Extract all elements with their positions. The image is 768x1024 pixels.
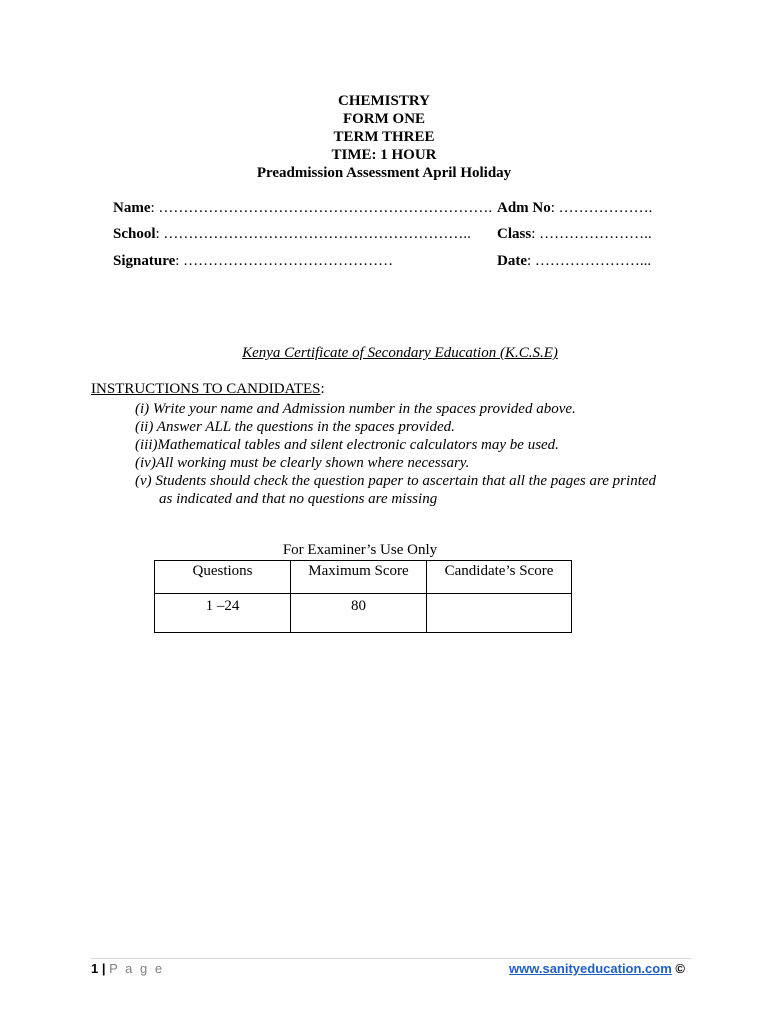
class-dots: : ………………….. [531, 226, 652, 242]
class-label: Class [497, 226, 532, 242]
header-candidate-score: Candidate’s Score [427, 561, 572, 594]
name-label: Name [113, 200, 151, 216]
signature-label: Signature [113, 253, 176, 269]
instructions-heading-text: INSTRUCTIONS TO CANDIDATES [91, 381, 321, 397]
term-title: TERM THREE [333, 129, 435, 145]
signature-field[interactable] [113, 253, 393, 270]
page-separator: | [98, 961, 110, 976]
instruction-item-1: (i) Write your name and Admission number in the spaces provided above. [135, 401, 576, 417]
instruction-item-2: (ii) Answer ALL the questions in the spaces provided. [135, 419, 455, 435]
copyright-symbol: © [671, 961, 685, 976]
adm-no-dots: : ………………. [550, 200, 653, 216]
page-footer-number [91, 961, 164, 976]
cell-maximum-score: 80 [291, 594, 427, 633]
form-title: FORM ONE [342, 111, 426, 127]
date-dots: : …………………... [527, 253, 652, 269]
name-field[interactable] [113, 200, 492, 217]
table-row [155, 594, 572, 633]
instruction-item-5: (v) Students should check the question paper to ascertain that all the pages are printed [135, 473, 657, 489]
examiner-score-table [154, 560, 572, 633]
school-label: School [113, 226, 156, 242]
kcse-heading: Kenya Certificate of Secondary Education (K.C.S.E) [242, 345, 558, 361]
instructions-heading [91, 381, 325, 398]
title-block [0, 92, 768, 182]
instruction-item-5-continued: as indicated and that no questions are missing [159, 491, 438, 507]
page-word: P a g e [109, 961, 165, 976]
cell-candidate-score[interactable] [427, 594, 572, 633]
header-maximum-score: Maximum Score [291, 561, 427, 594]
website-link[interactable]: www.sanityeducation.com [509, 961, 672, 976]
instructions-list [135, 400, 695, 508]
instructions-heading-colon: : [320, 381, 325, 397]
cell-questions: 1 –24 [155, 594, 291, 633]
date-field[interactable] [497, 253, 651, 270]
adm-no-field[interactable] [497, 200, 652, 217]
date-label: Date [497, 253, 527, 269]
instruction-item-3: (iii)Mathematical tables and silent electronic calculators may be used. [135, 437, 559, 453]
subject-title: CHEMISTRY [338, 93, 430, 109]
page-number: 1 [91, 961, 99, 976]
table-header-row [155, 561, 572, 594]
footer-divider [91, 958, 691, 959]
name-dots: : …………………………………………………………. [150, 200, 493, 216]
school-dots: : …………………………………………………….. [155, 226, 471, 242]
instruction-item-4: (iv)All working must be clearly shown where necessary. [135, 455, 470, 471]
header-questions: Questions [155, 561, 291, 594]
class-field[interactable] [497, 226, 652, 243]
page-footer-website [509, 961, 685, 976]
adm-no-label: Adm No [497, 200, 551, 216]
time-title: TIME: 1 HOUR [331, 147, 437, 163]
assessment-title: Preadmission Assessment April Holiday [256, 165, 512, 181]
school-field[interactable] [113, 226, 471, 243]
signature-dots: : …………………………………… [175, 253, 394, 269]
examiner-caption: For Examiner’s Use Only [282, 542, 438, 558]
